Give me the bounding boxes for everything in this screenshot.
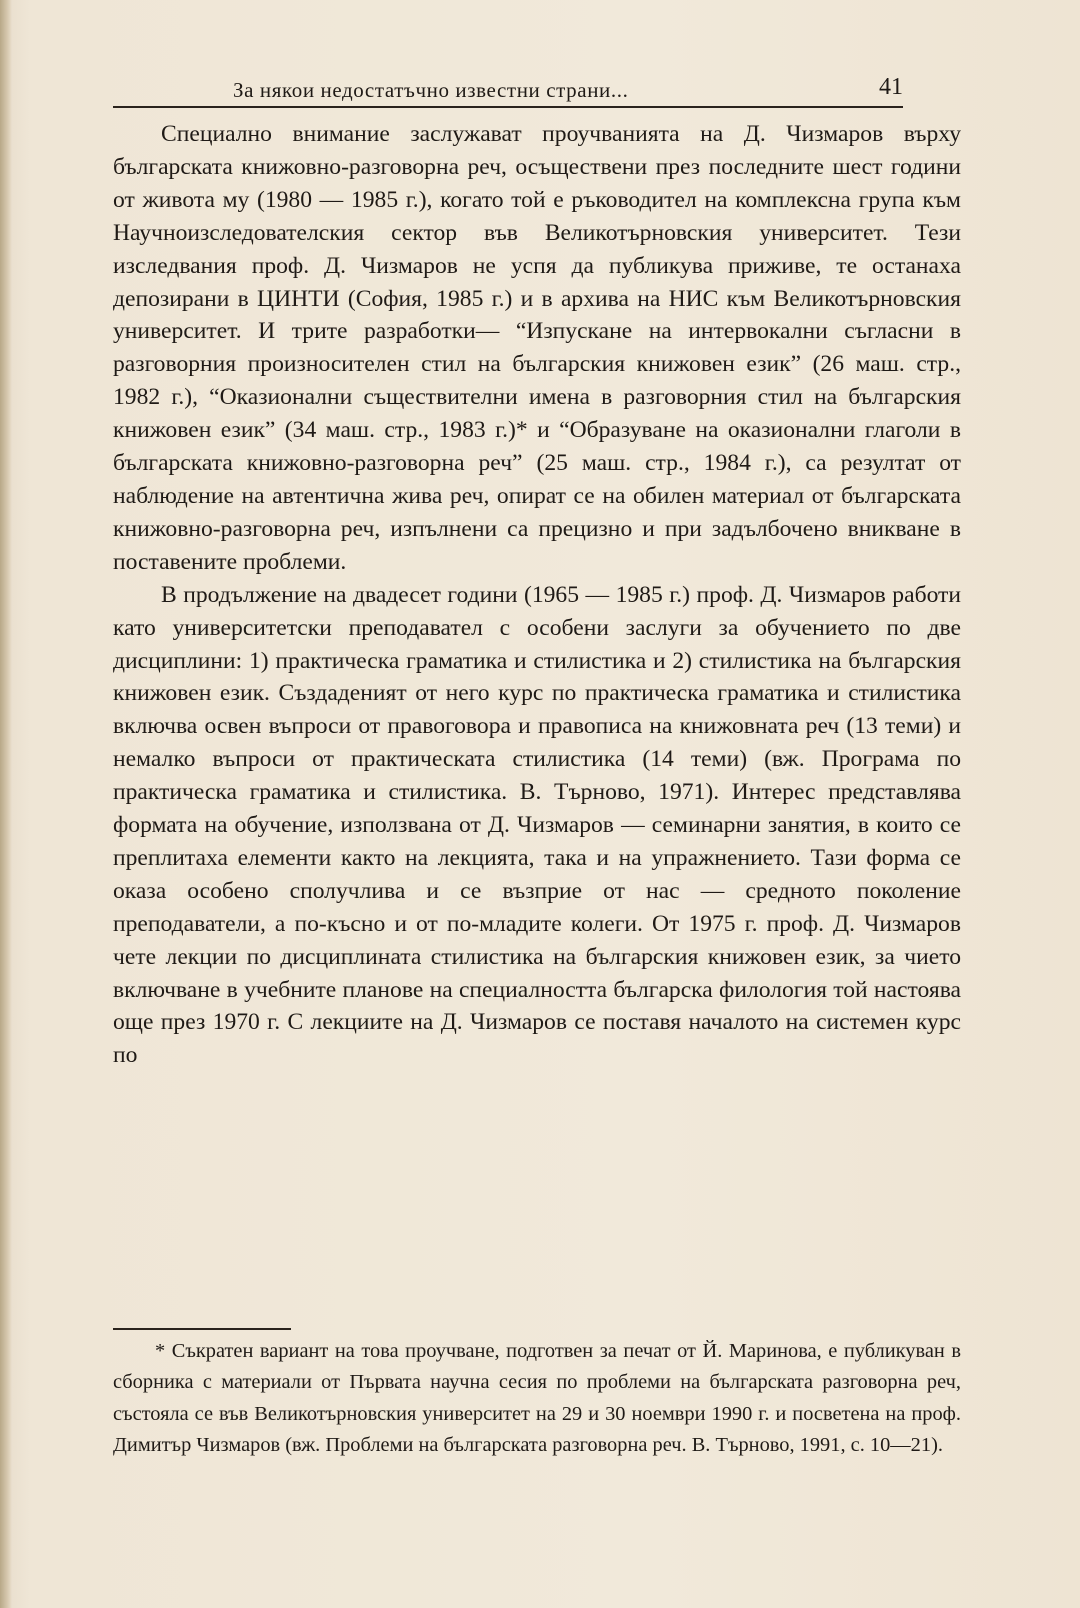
- footnote: [113, 1336, 961, 1462]
- page-gutter-shadow: [0, 0, 12, 1608]
- paragraph-1: Специално внимание заслужават проучванията на Д. Чизмаров върху българската книжовно-разговорна реч, осъществени през последните шест години от живота му (1980 — 1985 г.), когато той е ръководител на комплексна група към Научноизследователския сектор във Великотърновския университет. Тези изследвания проф. Д. Чизмаров не успя да публикува приживе, те останаха депозирани в ЦИНТИ (София, 1985 г.) и в архива на НИС към Великотърновския университет. И трите разработки— “Изпускане на интервокални съгласни в разговорния произносителен стил на българския книжовен език” (26 маш. стр., 1982 г.), “Оказионални съществителни имена в разговорния стил на българския книжовен език” (34 маш. стр., 1983 г.)* и “Образуване на оказионални глаголи в българската книжовно-разговорна реч” (25 маш. стр., 1984 г.), са резултат от наблюдение на автентична жива реч, опират се на обилен материал от българската книжовно-разговорна реч, изпълнени са прецизно и при задълбочено вникване в поставените проблеми.: [113, 121, 961, 575]
- header-rule: [113, 106, 903, 108]
- footnote-rule: [113, 1328, 291, 1330]
- body-text: [113, 118, 961, 1072]
- page-header: [113, 70, 903, 110]
- running-title: За някои недостатъчно известни страни...: [233, 78, 629, 102]
- paragraph-2: В продължение на двадесет години (1965 — 1985 г.) проф. Д. Чизмаров работи като университетски преподавател с особени заслуги за обучението по две дисциплини: 1) практическа граматика и стилистика и 2) стилистика на българския книжовен език. Създаденият от него курс по практическа граматика и стилистика включва освен въпроси от правоговора и правописа на книжовната реч (13 теми) и немалко въпроси от практическата стилистика (14 теми) (вж. Програма по практическа граматика и стилистика. В. Търново, 1971). Интерес представлява формата на обучение, използвана от Д. Чизмаров — семинарни занятия, в които се преплитаха елементи както на лекцията, така и на упражнението. Тази форма се оказа особено сполучлива и се възприе от нас — средното поколение преподаватели, а по-късно и от по-младите колеги. От 1975 г. проф. Д. Чизмаров чете лекции по дисциплината стилистика на българския книжовен език, за чието включване в учебните планове на специалността българска филология той настоява още през 1970 г. С лекциите на Д. Чизмаров се поставя началото на системен курс по: [113, 581, 961, 1069]
- page-number: 41: [879, 74, 903, 100]
- footnote-text: * Съкратен вариант на това проучване, подготвен за печат от Й. Маринова, е публикуван в сборника с материали от Първата научна сесия по проблеми на българската разговорна реч, състояла се във Великотърновския университет на 29 и 30 ноември 1990 г. и посветена на проф. Димитър Чизмаров (вж. Проблеми на българската разговорна реч. В. Търново, 1991, с. 10—21).: [113, 1340, 961, 1457]
